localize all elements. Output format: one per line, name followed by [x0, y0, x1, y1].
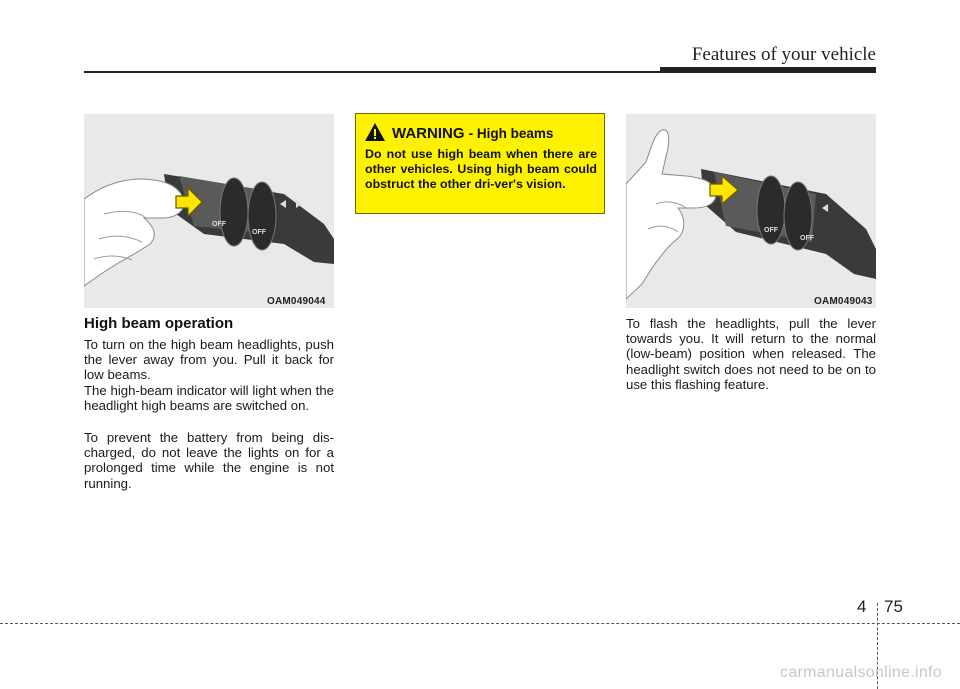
figure-code: OAM049043: [814, 296, 873, 307]
svg-text:OFF: OFF: [764, 227, 778, 234]
warning-text: Do not use high beam when there are other vehicles. Using high beam could obstruct the other dri-ver's vision.: [365, 147, 597, 191]
paragraph: To prevent the battery from being dis-charged, do not leave the lights on for a prolonged time while the engine is not running.: [84, 430, 334, 491]
page-number: 75: [884, 597, 903, 616]
warning-subtitle: - High beams: [468, 126, 554, 141]
figure-high-beam-push: [84, 114, 334, 308]
header-rule-accent: [660, 67, 876, 73]
svg-text:OFF: OFF: [800, 235, 814, 242]
svg-text:OFF: OFF: [252, 229, 266, 236]
figure-code: OAM049044: [267, 296, 326, 307]
warning-title: [392, 125, 553, 142]
paragraph: To flash the headlights, pull the lever towards you. It will return to the normal (low-beam) position when released. The headlight switch does not need to be on to use this flashing feature.: [626, 316, 876, 392]
paragraph: The high-beam indicator will light when the headlight high beams are switched on.: [84, 383, 334, 414]
warning-triangle-icon: [364, 122, 386, 142]
warning-label: WARNING: [392, 125, 465, 142]
page-header-title: Features of your vehicle: [691, 44, 876, 65]
footer-rule: [0, 623, 960, 624]
svg-text:OFF: OFF: [212, 221, 226, 228]
watermark: carmanualsonline.info: [780, 664, 942, 681]
figure-flash-pull: [626, 114, 876, 308]
section-heading: High beam operation: [84, 315, 234, 332]
paragraph: To turn on the high beam headlights, push the lever away from you. Pull it back for low beams.: [84, 337, 334, 383]
lever-push-illustration: [84, 114, 334, 308]
lever-pull-illustration: [626, 114, 876, 308]
chapter-number: 4: [857, 597, 867, 616]
warning-box: [355, 113, 605, 214]
